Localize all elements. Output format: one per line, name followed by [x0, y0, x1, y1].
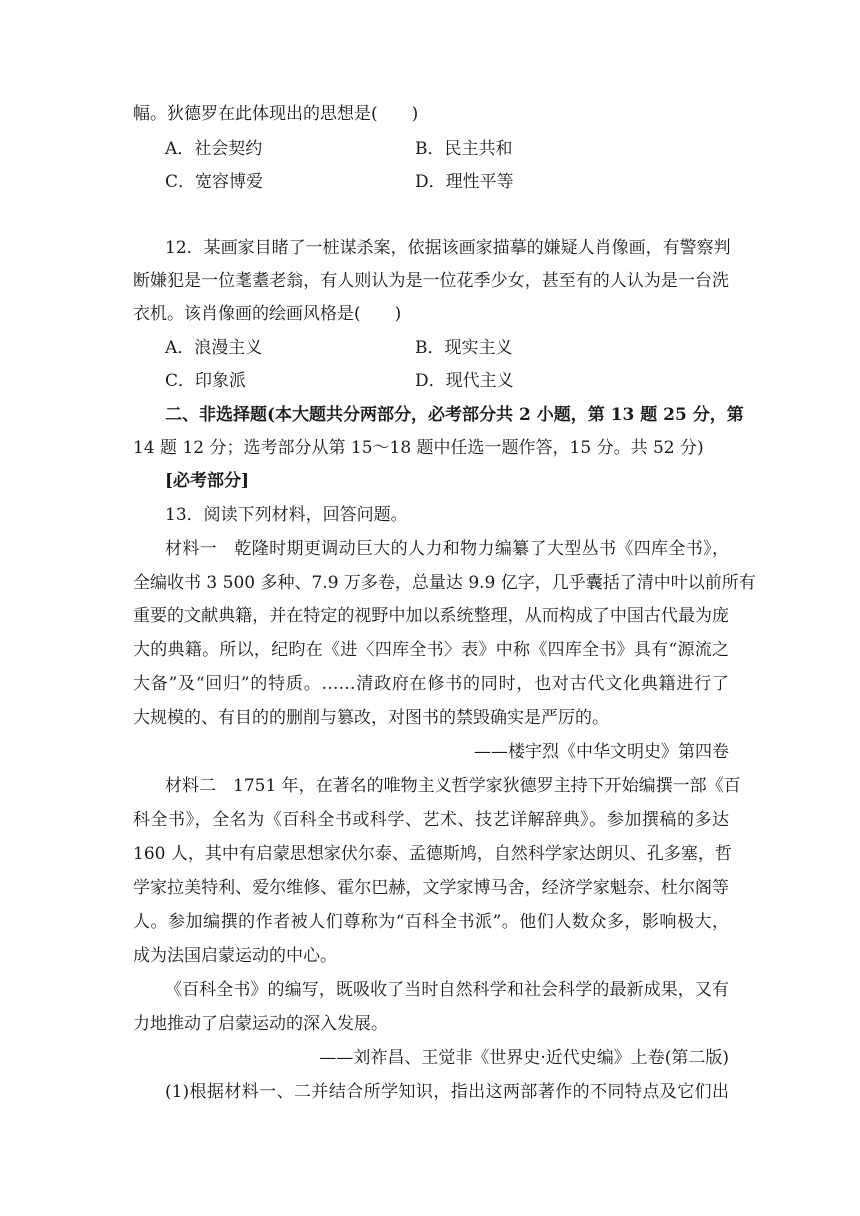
- material2b-line-2: 力地推动了启蒙运动的深入发展。: [133, 1014, 388, 1034]
- material2-line-2: 科全书》，全名为《百科全书或科学、艺术、技艺详解辞典》。参加撰稿的多达: [133, 810, 729, 830]
- material1-line-6: 大规模的、有目的的删削与篡改，对图书的禁毁确实是严厉的。: [133, 708, 609, 728]
- material2-line-4: 学家拉美特利、爱尔维修、霍尔巴赫，文学家博马舍，经济学家魁奈、杜尔阁等: [133, 878, 729, 898]
- section2-heading-line-1: 二、非选择题(本大题共分两部分，必考部分共 2 小题，第 13 题 25 分，第: [165, 405, 744, 425]
- q12-option-d: D．现代主义: [415, 371, 514, 391]
- material1-line-3: 重要的文献典籍，并在特定的视野中加以系统整理，从而构成了中国古代最为庞: [133, 606, 729, 626]
- material2-line-1: 材料二 1751 年，在著名的唯物主义哲学家狄德罗主持下开始编撰一部《百: [165, 776, 741, 796]
- q11-option-d: D．理性平等: [415, 172, 514, 192]
- q13-sub-question-1: (1)根据材料一、二并结合所学知识，指出这两部著作的不同特点及它们出: [165, 1082, 729, 1102]
- material2-line-6: 成为法国启蒙运动的中心。: [133, 946, 337, 966]
- material2-line-3: 160 人，其中有启蒙思想家伏尔泰、孟德斯鸠，自然科学家达朗贝、孔多塞，哲: [133, 844, 732, 864]
- material1-line-2: 全编收书 3 500 多种、7.9 万多卷，总量达 9.9 亿字，几乎囊括了清中叶以前所有: [133, 573, 756, 593]
- q12-stem-line-2: 断嫌犯是一位耄耋老翁，有人则认为是一位花季少女，甚至有的人认为是一台洗: [133, 271, 729, 291]
- q11-option-b: B．民主共和: [415, 139, 513, 159]
- q11-stem-tail: 幅。狄德罗在此体现出的思想是( ): [133, 104, 419, 124]
- q12-option-b: B．现实主义: [415, 338, 513, 358]
- material1-line-5: 大备”及“回归”的特质。……清政府在修书的同时，也对古代文化典籍进行了: [133, 674, 729, 694]
- q12-option-a: A．浪漫主义: [165, 338, 263, 358]
- q12-option-c: C．印象派: [165, 371, 247, 391]
- material2b-line-1: 《百科全书》的编写，既吸收了当时自然科学和社会科学的最新成果，又有: [165, 980, 729, 1000]
- material1-line-1: 材料一 乾隆时期更调动巨大的人力和物力编纂了大型丛书《四库全书》，: [165, 539, 729, 559]
- section2-heading-line-2: 14 题 12 分；选考部分从第 15～18 题中任选一题作答，15 分。共 52 分): [133, 438, 704, 458]
- material1-source: ——楼宇烈《中华文明史》第四卷: [474, 742, 729, 762]
- material2-source: ——刘祚昌、王觉非《世界史·近代史编》上卷(第二版): [319, 1048, 729, 1068]
- q11-option-c: C．宽容博爱: [165, 172, 264, 192]
- required-part-tag: [必考部分]: [165, 471, 250, 491]
- q12-stem-line-3: 衣机。该肖像画的绘画风格是( ): [133, 304, 402, 324]
- q11-option-a: A．社会契约: [165, 139, 263, 159]
- q13-prompt: 13．阅读下列材料，回答问题。: [165, 505, 408, 525]
- material2-line-5: 人。参加编撰的作者被人们尊称为“百科全书派”。他们人数众多，影响极大，: [133, 912, 729, 932]
- material1-line-4: 大的典籍。所以，纪昀在《进〈四库全书〉表》中称《四库全书》具有“源流之: [133, 640, 729, 660]
- q12-stem-line-1: 12．某画家目睹了一桩谋杀案，依据该画家描摹的嫌疑人肖像画，有警察判: [165, 238, 731, 258]
